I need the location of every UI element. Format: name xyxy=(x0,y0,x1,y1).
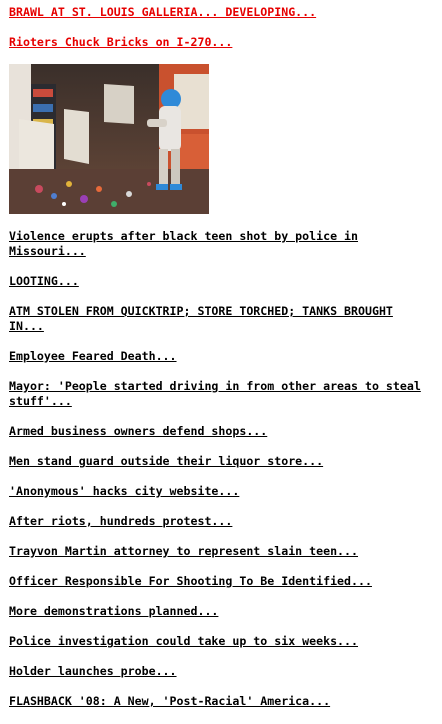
headline-link[interactable]: LOOTING... xyxy=(9,274,79,288)
headline-link[interactable]: After riots, hundreds protest... xyxy=(9,514,233,528)
headline-link[interactable]: Mayor: 'People started driving in from other areas to steal stuff'... xyxy=(9,379,421,408)
headline-link[interactable]: Police investigation could take up to six weeks... xyxy=(9,634,359,648)
headline-link[interactable]: Officer Responsible For Shooting To Be Identified... xyxy=(9,574,372,588)
headline-link[interactable]: Men stand guard outside their liquor store... xyxy=(9,454,324,468)
news-photo[interactable] xyxy=(9,64,209,214)
headline-link[interactable]: More demonstrations planned... xyxy=(9,604,219,618)
headline-link[interactable]: Armed business owners defend shops... xyxy=(9,424,268,438)
headline-link-rioters-bricks[interactable]: Rioters Chuck Bricks on I-270... xyxy=(9,35,233,49)
headline-link-galleria-brawl[interactable]: BRAWL AT ST. LOUIS GALLERIA... DEVELOPING... xyxy=(9,5,317,19)
headline-list xyxy=(9,229,434,724)
headline-link[interactable]: FLASHBACK '08: A New, 'Post-Racial' America... xyxy=(9,694,331,708)
news-photo-looting-store-icon xyxy=(9,64,209,214)
headline-link[interactable]: Employee Feared Death... xyxy=(9,349,177,363)
headline-link[interactable]: 'Anonymous' hacks city website... xyxy=(9,484,240,498)
headline-link[interactable]: ATM STOLEN FROM QUICKTRIP; STORE TORCHED; TANKS BROUGHT IN... xyxy=(9,304,393,333)
headline-link[interactable]: Holder launches probe... xyxy=(9,664,177,678)
headline-link[interactable]: Violence erupts after black teen shot by police in Missouri... xyxy=(9,229,359,258)
headline-link[interactable]: Trayvon Martin attorney to represent slain teen... xyxy=(9,544,359,558)
